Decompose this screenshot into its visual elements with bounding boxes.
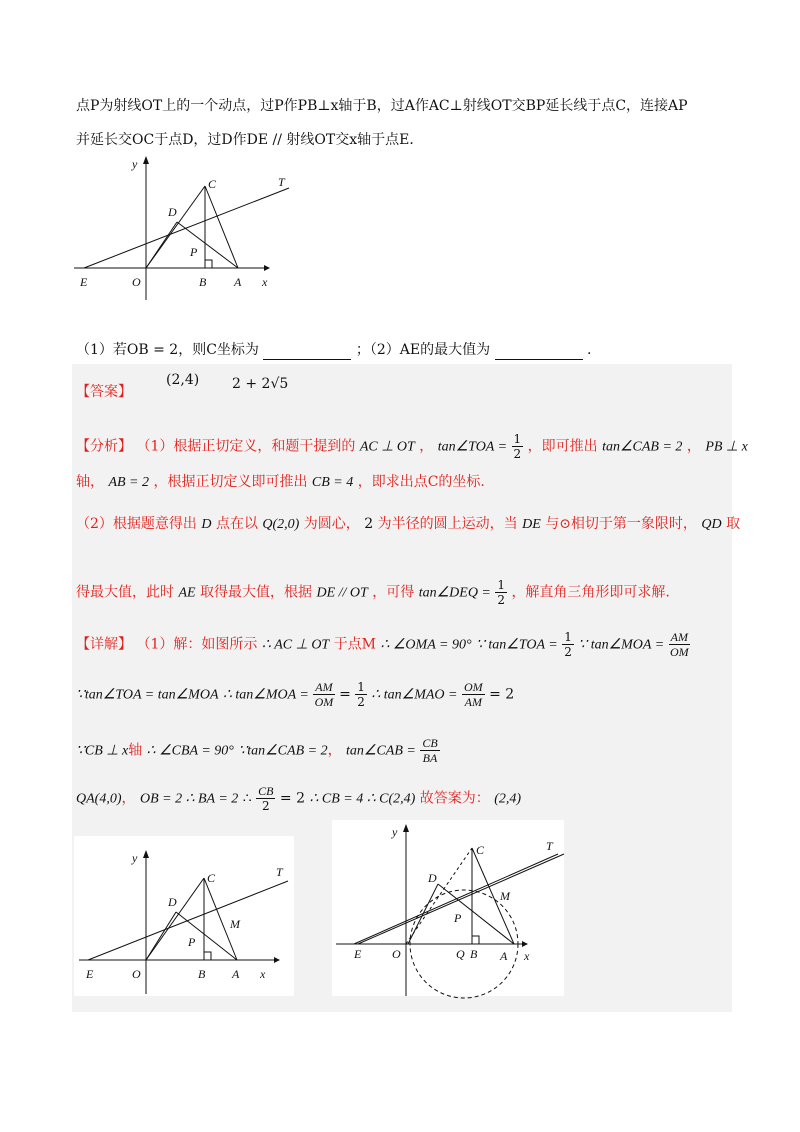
figure-main [74,150,285,300]
label-t: T [278,175,285,189]
label-d: D [168,895,177,909]
detail-math: ∴ tan∠MAO = [371,687,458,703]
label-p: P [188,935,196,949]
detail-line-2 [76,680,514,709]
x-axis-arrow [522,941,528,947]
analysis-text: 取 [726,516,741,532]
y-axis-arrow [143,850,149,858]
right-angle-mark [205,260,212,268]
label-a: A [232,967,240,981]
label-a: A [234,275,242,289]
detail-math: = 2 [279,790,305,807]
label-d: D [168,205,177,219]
fraction: $\frac{CB}{2}$ [258,784,274,813]
label-o: O [392,947,401,961]
detail-text: 于点M [333,636,377,653]
analysis-math: tan∠CAB = 2 [602,439,683,455]
answer-blank-2[interactable] [495,345,583,360]
label-y: y [132,851,138,865]
y-axis-arrow [143,156,149,164]
analysis-math: QD [701,517,722,532]
answer-blank-1[interactable] [263,345,351,360]
analysis-text: （1）根据正切定义，和题干提到的 [136,438,356,455]
label-q: Q [456,947,465,961]
label-p: P [454,911,462,925]
analysis-label: 【分析】 [76,438,132,455]
segment-de [146,912,176,960]
label-c: C [208,177,217,191]
question-part-2: ；（2）AE的最大值为 [355,342,491,358]
analysis-text: （2）根据题意得出 [76,516,197,532]
analysis-text: ，解直角三角形即可求解. [511,584,670,601]
label-t: T [276,865,283,879]
analysis-text: ，即求出点C的坐标. [357,474,485,490]
y-axis-arrow [403,824,409,832]
detail-text: ， [121,790,136,807]
label-o: O [132,275,141,289]
detail-text: ， [327,742,342,759]
question-part-1: （1）若OB = 2，则C坐标为 [76,342,259,358]
x-axis-arrow [264,265,270,271]
detail-math: ∴ tan∠MOA = [222,687,309,703]
analysis-text: ， [419,438,434,455]
label-d: D [428,871,437,885]
figure-detail-right [332,820,564,996]
detail-math: (2,4) [494,791,522,807]
label-x: x [260,967,266,981]
detail-math: ∴ CB = 4 ∴ C(2,4) [309,791,416,807]
analysis-math: CB = 4 [311,475,354,490]
detail-math: = 2 [489,686,515,703]
detail-math: ∵tan∠TOA = tan∠MOA [76,687,219,703]
fraction: $\frac{1}{2}$ [497,578,505,607]
detail-line-4 [76,784,521,813]
analysis-line-2 [76,472,485,493]
analysis-math: AC ⊥ OT [359,439,415,455]
line-de [354,854,558,944]
answer-value-1: (2,4) [166,372,200,388]
analysis-math: DE [522,517,541,532]
ray-ot [84,188,289,268]
fraction: $\frac{1}{2}$ [513,432,522,461]
label-b: B [199,275,207,289]
label-e: E [354,947,362,961]
analysis-text: 点在以 [215,516,258,532]
analysis-text: 轴， [76,474,104,490]
analysis-text: 为半径的圆上运动，当 [377,516,518,532]
detail-math: ∵CB ⊥ x [76,743,129,759]
question-line [76,340,591,360]
label-y: y [392,825,398,839]
analysis-math: tan∠DEQ = [418,585,491,601]
analysis-math: Q(2,0) [262,517,300,532]
analysis-text: ， [686,438,701,455]
detail-label: 【详解】 [76,636,132,653]
fraction: $\frac{CB}{BA}$ [422,736,438,765]
analysis-text: ，即可推出 [527,438,598,455]
detail-math: ∴ [242,790,252,807]
analysis-text: ，可得 [372,584,415,601]
label-e: E [80,275,88,289]
figure-detail-left [74,836,294,996]
analysis-text: 取得最大值，根据 [200,584,313,601]
label-m: M [500,889,510,903]
fraction: $\frac{AM}{OM}$ [669,630,689,659]
answer-value-2: 2 + 2√5 [232,376,289,392]
detail-math: ∵ tan∠TOA = [476,637,558,653]
analysis-math: D [201,517,212,532]
analysis-math: DE // OT [316,585,368,601]
detail-math: ∴ ∠OMA = 90° [380,637,472,653]
detail-text: （1）解：如图所示 [136,636,258,653]
segment-de [146,222,177,268]
label-e: E [86,967,94,981]
detail-math: ∴ AC ⊥ OT [261,637,330,653]
analysis-line-3 [76,514,740,535]
analysis-text: 为圆心， [303,516,360,532]
label-t: T [546,839,553,853]
problem-line-2: 并延长交OC于点D，过D作DE // 射线OT交x轴于点E． [76,132,424,148]
analysis-math: AB = 2 [108,475,150,490]
detail-math: ∵tan∠CAB = 2 [238,743,328,759]
analysis-line-1 [76,432,748,461]
detail-math: ∵ tan∠MOA = [578,637,665,653]
label-x: x [262,275,268,289]
fraction: $\frac{1}{2}$ [357,680,365,709]
segment-dq [408,884,438,944]
label-b: B [198,967,206,981]
label-m: M [230,917,240,931]
problem-line-1: 点P为射线OT上的一个动点，过P作PB⊥x轴于B，过A作AC⊥射线OT交BP延长线于点C，连接AP [76,98,688,114]
right-angle-mark [204,952,211,960]
detail-math: = [339,686,351,703]
label-c: C [476,843,485,857]
analysis-text: 得最大值，此时 [76,584,174,601]
detail-text: 故答案为： [419,790,490,807]
question-part-3: . [587,342,592,358]
label-p: P [190,245,198,259]
label-a: A [500,949,508,963]
detail-line-1 [76,630,690,659]
detail-math: QA(4,0) [76,791,122,807]
answer-label: 【答案】 [76,384,132,400]
analysis-math: AE [178,585,196,601]
fraction: $\frac{AM}{OM}$ [314,680,334,709]
detail-text: 轴 [128,742,143,759]
ray-ot [358,854,564,944]
right-angle-mark [472,936,479,944]
analysis-math: tan∠TOA = [437,439,508,455]
analysis-text: ，根据正切定义即可推出 [153,474,308,490]
detail-math: OB = 2 ∴ BA = 2 [139,791,239,807]
fraction: $\frac{OM}{AM}$ [463,680,483,709]
analysis-text: 与⊙相切于第一象限时， [545,516,697,532]
detail-line-3 [76,736,440,765]
analysis-line-4 [76,578,670,607]
fraction: $\frac{1}{2}$ [564,630,572,659]
analysis-math: PB ⊥ x [705,439,748,455]
detail-math: ∴ ∠CBA = 90° [146,743,234,759]
label-x: x [524,949,530,963]
x-axis-arrow [274,957,280,963]
analysis-math: 2 [364,516,374,532]
label-o: O [132,967,141,981]
label-b: B [470,947,478,961]
detail-math: tan∠CAB = [346,743,416,759]
label-c: C [207,871,216,885]
label-y: y [132,157,138,171]
